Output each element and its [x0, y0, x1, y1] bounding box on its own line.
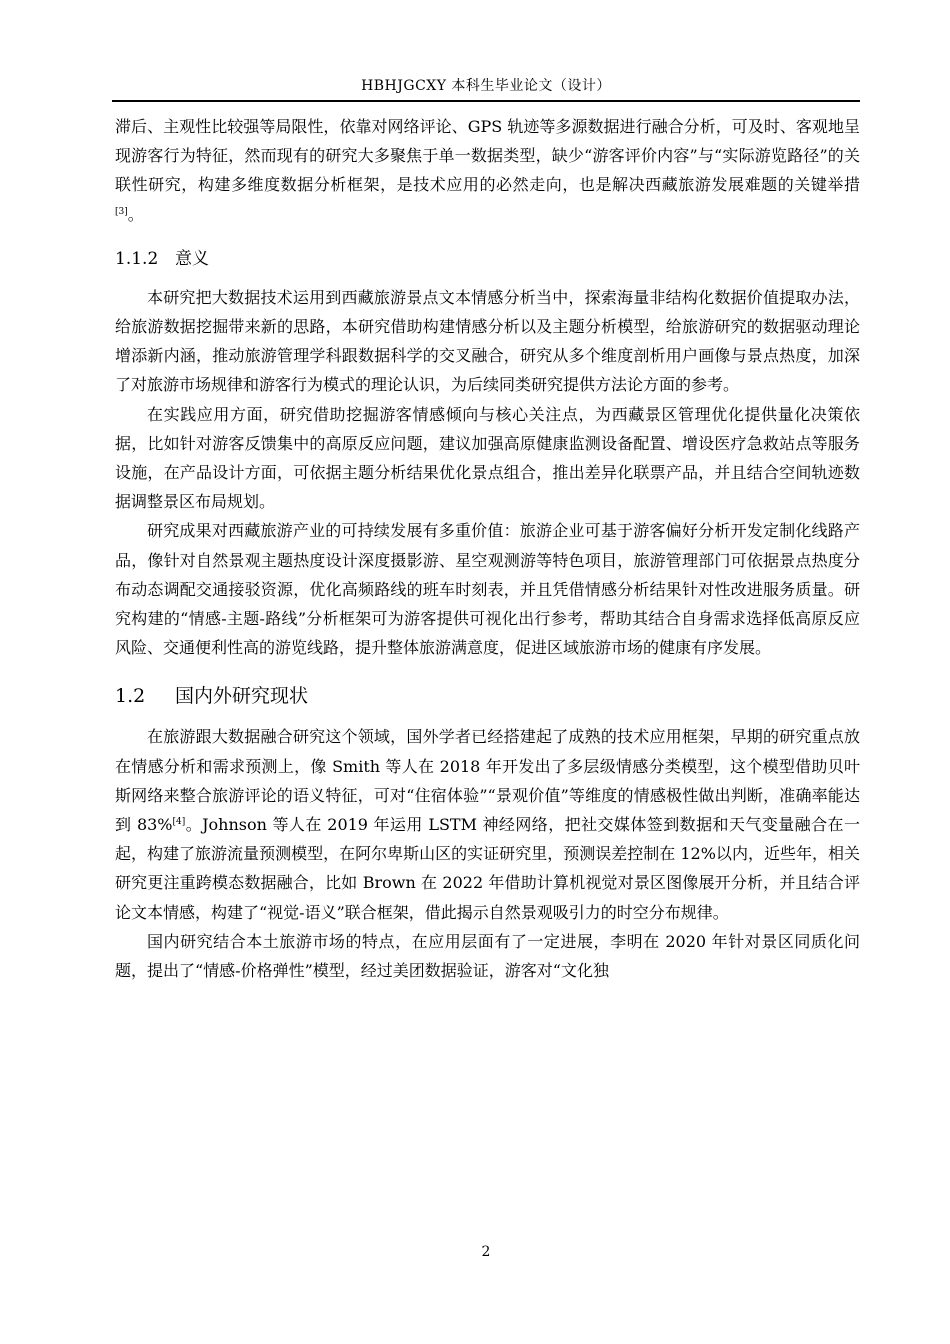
paragraph-significance-value: 研究成果对西藏旅游产业的可持续发展有多重价值：旅游企业可基于游客偏好分析开发定制化线路产品，像针对自然景观主题热度设计深度摄影游、星空观测游等特色项目，旅游管理部门可依据景点热度分布动态调配交通接驳资源，优化高频路线的班车时刻表，并且凭借情感分析结果针对性改进服务质量。研究构建的“情感-主题-路线”分析框架可为游客提供可视化出行参考，帮助其结合自身需求选择低高原反应风险、交通便利性高的游览线路，提升整体旅游满意度，促进区域旅游市场的健康有序发展。	[115, 521, 860, 658]
citation-ref: [4]	[172, 817, 186, 828]
section-title: 意义	[175, 248, 209, 269]
paragraph-significance-practice: 在实践应用方面，研究借助挖掘游客情感倾向与核心关注点，为西藏景区管理优化提供量化决策依据，比如针对游客反馈集中的高原反应问题，建议加强高原健康监测设备配置、增设医疗急救站点等服务设施，在产品设计方面，可依据主题分析结果优化景点组合，推出差异化联票产品，并且结合空间轨迹数据调整景区布局规划。	[115, 404, 860, 512]
page-body	[115, 112, 860, 985]
page-number: 2	[481, 1244, 491, 1260]
page-header: HBHJGCXY 本科生毕业论文（设计）	[361, 78, 611, 94]
section-title: 国内外研究现状	[175, 685, 309, 708]
citation-ref: [3]	[115, 206, 128, 217]
paragraph-continued	[115, 112, 860, 229]
paragraph-text: 在旅游跟大数据融合研究这个领域，国外学者已经搭建起了成熟的技术应用框架，早期的研究重点放在情感分析和需求预测上，像 Smith 等人在 2018 年开发出了多层级情感分类模型，这个模型借助贝叶斯网络来整合旅游评论的语义特征，可对“住宿体验”“景观价值”等维度的情感极性做出判断，准确率能达到 83%	[115, 727, 860, 835]
paragraph-text: 滞后、主观性比较强等局限性，依靠对网络评论、GPS 轨迹等多源数据进行融合分析，可及时、客观地呈现游客行为特征，然而现有的研究大多聚焦于单一数据类型，缺少“游客评价内容”与“实际游览路径”的关联性研究，构建多维度数据分析框架，是技术应用的必然走向，也是解决西藏旅游发展难题的关键举措	[115, 117, 860, 195]
paragraph-text-continued: 。Johnson 等人在 2019 年运用 LSTM 神经网络，把社交媒体签到数据和天气变量融合在一起，构建了旅游流量预测模型，在阿尔卑斯山区的实证研究里，预测误差控制在 12%以内，近些年，相关研究更注重跨模态数据融合，比如 Brown 在 2022 年借助计算机视觉对景区图像展开分析，并且结合评论文本情感，构建了“视觉-语义”联合框架，借此揭示自然景观吸引力的时空分布规律。	[115, 815, 860, 922]
paragraph-tail: 。	[127, 204, 144, 224]
paragraph-domestic-research: 国内研究结合本土旅游市场的特点，在应用层面有了一定进展，李明在 2020 年针对景区同质化问题，提出了“情感-价格弹性”模型，经过美团数据验证，游客对“文化独	[115, 931, 860, 981]
section-heading-1-2	[115, 682, 860, 710]
header-rule	[112, 100, 860, 102]
paragraph-significance-theory: 本研究把大数据技术运用到西藏旅游景点文本情感分析当中，探索海量非结构化数据价值提取办法，给旅游数据挖掘带来新的思路，本研究借助构建情感分析以及主题分析模型，给旅游研究的数据驱动理论增添新内涵，推动旅游管理学科跟数据科学的交叉融合，研究从多个维度剖析用户画像与景点热度，加深了对旅游市场规律和游客行为模式的理论认识，为后续同类研究提供方法论方面的参考。	[115, 287, 860, 395]
section-number: 1.1.2	[115, 248, 159, 269]
section-heading-1-1-2	[115, 247, 860, 271]
paragraph-foreign-research	[115, 722, 860, 926]
section-number: 1.2	[115, 685, 146, 708]
